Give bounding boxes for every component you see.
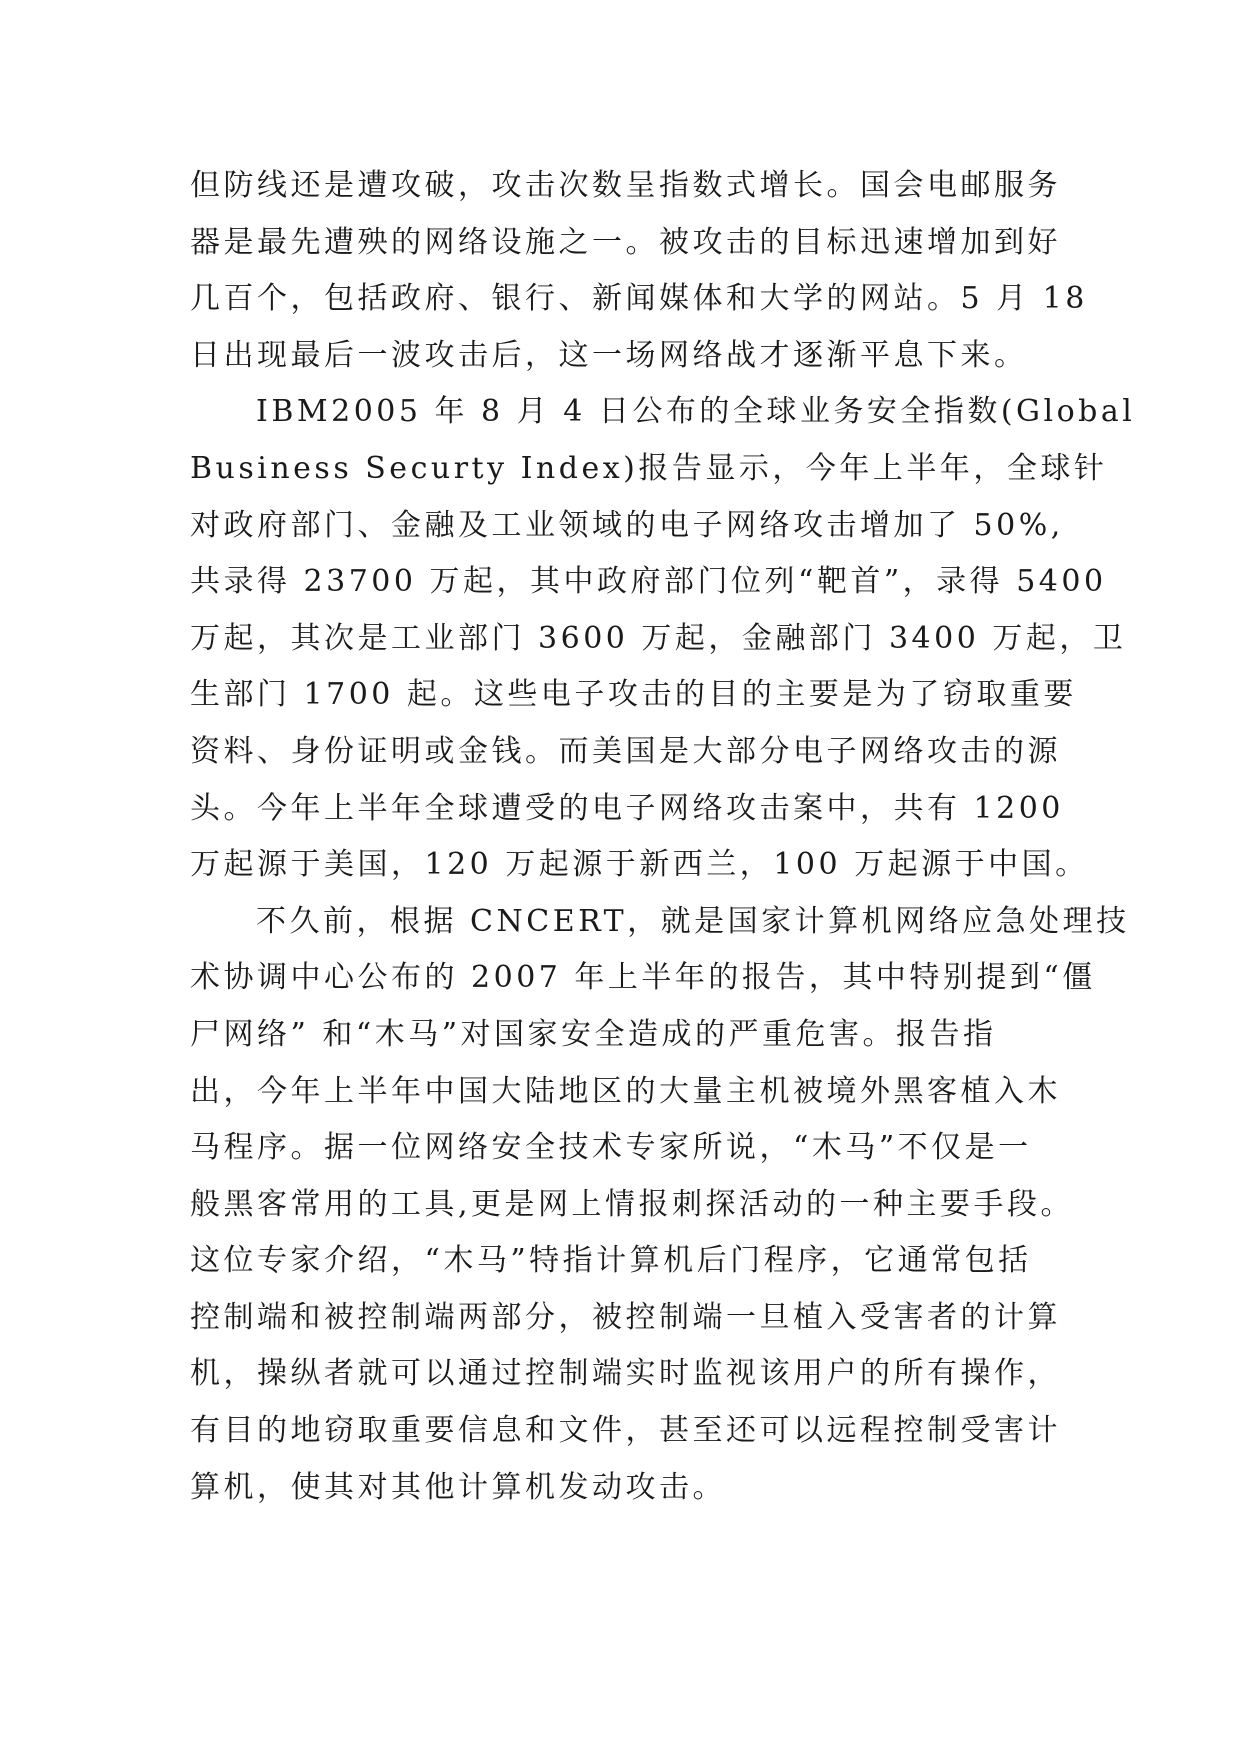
text-line: 但防线还是遭攻破，攻击次数呈指数式增长。国会电邮服务: [190, 168, 1061, 203]
text-line: 不久前，根据 CNCERT，就是国家计算机网络应急处理技: [256, 903, 1130, 939]
text-line: 这位专家介绍，“木马”特指计算机后门程序，它通常包括: [190, 1243, 1032, 1279]
text-line: 头。今年上半年全球遭受的电子网络攻击案中，共有 1200: [190, 790, 1064, 826]
text-line: Business Securty Index)报告显示，今年上半年，全球针: [190, 450, 1108, 486]
text-line: 万起，其次是工业部门 3600 万起，金融部门 3400 万起，卫: [190, 620, 1127, 656]
text-line: 器是最先遭殃的网络设施之一。被攻击的目标迅速增加到好: [190, 224, 1061, 260]
paragraph-2: [190, 384, 1136, 893]
text-line: 日出现最后一波攻击后，这一场网络战才逐渐平息下来。: [190, 337, 1028, 373]
text-line: 控制端和被控制端两部分，被控制端一旦植入受害者的计算: [190, 1299, 1061, 1335]
paragraph-3: [190, 894, 1130, 1517]
text-line: 尸网络” 和“木马”对国家安全造成的严重危害。报告指: [190, 1016, 997, 1052]
text-line: 几百个，包括政府、银行、新闻媒体和大学的网站。5 月 18: [190, 281, 1088, 317]
body-text: [190, 158, 1136, 1516]
text-line: 资料、身份证明或金钱。而美国是大部分电子网络攻击的源: [190, 733, 1061, 769]
text-line: 对政府部门、金融及工业领域的电子网络攻击增加了 50%,: [190, 507, 1064, 543]
text-line: 术协调中心公布的 2007 年上半年的报告，其中特别提到“僵: [190, 960, 1096, 996]
text-line: 机，操纵者就可以通过控制端实时监视该用户的所有操作，: [190, 1356, 1061, 1392]
text-line: IBM2005 年 8 月 4 日公布的全球业务安全指数(Global: [256, 394, 1136, 430]
text-line: 般黑客常用的工具,更是网上情报刺探活动的一种主要手段。: [190, 1186, 1075, 1222]
text-line: 算机，使其对其他计算机发动攻击。: [190, 1469, 726, 1505]
text-line: 生部门 1700 起。这些电子攻击的目的主要是为了窃取重要: [190, 677, 1077, 713]
text-line: 有目的地窃取重要信息和文件，甚至还可以远程控制受害计: [190, 1413, 1061, 1449]
text-line: 出，今年上半年中国大陆地区的大量主机被境外黑客植入木: [190, 1073, 1061, 1109]
paragraph-1: [190, 158, 1088, 384]
text-line: 马程序。据一位网络安全技术专家所说，“木马”不仅是一: [190, 1130, 1032, 1166]
text-line: 共录得 23700 万起，其中政府部门位列“靶首”，录得 5400: [190, 564, 1107, 600]
text-line: 万起源于美国，120 万起源于新西兰，100 万起源于中国。: [190, 847, 1089, 883]
